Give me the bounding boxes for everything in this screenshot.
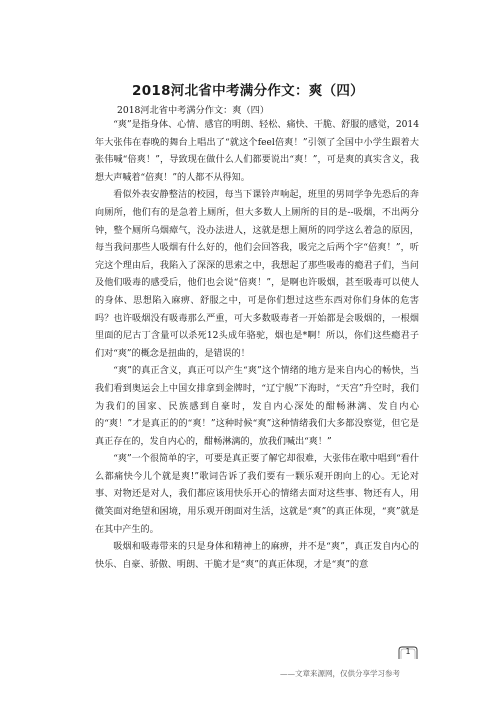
paragraph-3: “爽”的真正含义，真正可以产生“爽”这个情绪的地方是来自内心的畅快，当我们看到奥运会上中国女排拿到金牌时，“辽宁舰”下海时，“天宫”升空时，我们为我们的国家、民族感到自豪时，发自内心深处的酣畅淋漓、发自内心的“爽！”才是真正的的“爽！”这种时候“爽”这种情绪我们大多都没察觉，但它是真正存在的，发自内心的，酣畅淋漓的，放我们喊出“爽！”	[95, 366, 419, 447]
paragraph-5: 吸烟和吸毒带来的只是身体和精神上的麻痹，并不是“爽”，真正发自内心的快乐、自豪、骄傲、明朗、干脆才是“爽”的真正体现，才是“爽”的意	[95, 542, 419, 570]
subtitle-line: 2018河北省中考满分作文：爽（四）	[117, 105, 270, 116]
page-number-badge	[398, 646, 418, 660]
page-number: 1	[405, 647, 411, 656]
paragraph-4: “爽”一个很简单的字，可要是真正要了解它却很难，大张伟在歌中唱到“看什么都痛快今儿个就是爽!”歌词告诉了我们要有一颗乐观开朗向上的心。无论对事、对物还是对人，我们都应该用快乐开心的情绪去面对这些事、物还有人，用微笑面对绝望和困境，用乐观开朗面对生活，这就是“爽”的真正体现，“爽”就是在其中产生的。	[95, 454, 419, 535]
paragraph-1: “爽”是指身体、心情、感官的明朗、轻松、痛快、干脆、舒服的感觉，2014年大张伟在春晚的舞台上唱出了“就这个feel倍爽！”引领了全国中小学生跟着大张伟喊“倍爽！”，导致现在做什么人们都要说出“爽！”，可是爽的真实含义，我想大声喊着“倍爽！”的人都不从得知。	[95, 120, 419, 183]
page-title: 2018河北省中考满分作文：爽（四）	[132, 83, 364, 99]
source-note: ——文章来源网，仅供分享学习参考	[280, 669, 400, 678]
article-body	[95, 117, 419, 574]
paragraph-2: 看似外表安静整洁的校园，每当下课铃声响起，班里的男同学争先恐后的奔向厕所，他们有的是急着上厕所，但大多数人上厕所的目的是--吸烟，不出两分钟，整个厕所乌烟瘴气，没办法进人，这就是想上厕所的同学这么着急的原因，每当我问那些人吸烟有什么好的，他们会回答我，吸完之后两个字“倍爽！”，听完这个理由后，我陷入了深深的思索之中，我想起了那些吸毒的瘾君子们，当问及他们吸毒的感受后，他们也会说“倍爽！”，是啊也许吸烟，甚至吸毒可以使人的身体、思想陷入麻痹、舒服之中，可是你们想过这些东西对你们身体的危害吗？也许吸烟没有吸毒那么严重，可大多数吸毒者一开始都是会吸烟的，一根烟里面的尼古丁含量可以杀死12头成年骆驼，烟也是*啊！所以，你们这些瘾君子们对“爽”的概念是扭曲的，是错误的！	[95, 190, 419, 359]
